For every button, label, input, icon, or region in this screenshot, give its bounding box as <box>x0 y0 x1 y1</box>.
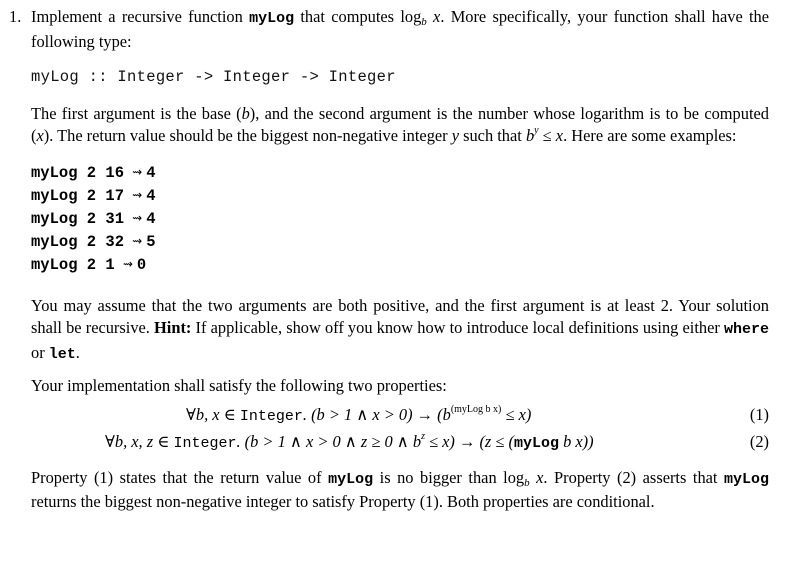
intro-paragraph <box>31 6 769 53</box>
type-signature-code: myLog :: Integer -> Integer -> Integer <box>31 68 396 86</box>
examples-block <box>31 160 769 275</box>
var-b-power: b <box>525 126 535 145</box>
item-body <box>31 6 769 514</box>
hint-label: Hint: <box>154 318 192 337</box>
var-b: b <box>241 103 250 123</box>
evaluates-to-icon: ⇝ <box>132 164 143 179</box>
eq1-quantifier: ∀b, x ∈ <box>186 404 240 424</box>
eq2-function-name: myLog <box>513 434 559 452</box>
assumptions-text-4: . <box>75 342 80 362</box>
example-call: myLog 2 16 <box>31 163 125 182</box>
example-result: 4 <box>146 186 156 205</box>
explain-log-base: b <box>524 476 530 489</box>
example-call: myLog 2 31 <box>31 209 125 228</box>
keyword-where: where <box>723 321 769 338</box>
equations-block <box>31 401 769 455</box>
eq2-rest: b x)) <box>558 431 594 451</box>
example-result: 4 <box>146 163 156 182</box>
explain-text-3: . Property (2) asserts that <box>543 467 724 487</box>
exercise-item <box>9 6 769 514</box>
log-base-subscript: b <box>421 16 427 28</box>
description-paragraph <box>31 103 769 148</box>
intro-text-2: that computes log <box>294 7 422 26</box>
exponent-y: y <box>534 125 539 136</box>
eq2-middle: ≤ x) → (z ≤ ( <box>424 431 514 451</box>
eq1-rest: ≤ x) <box>501 404 532 424</box>
item-number: 1. <box>9 7 22 26</box>
example-call: myLog 2 32 <box>31 232 125 251</box>
example-row <box>31 206 769 229</box>
explain-log-arg: x <box>529 467 544 487</box>
assumptions-paragraph <box>31 295 769 367</box>
example-row <box>31 183 769 206</box>
equation-2-number: (2) <box>749 431 769 451</box>
var-y: y <box>451 126 460 145</box>
example-row <box>31 229 769 252</box>
assumptions-text-1: You may assume that the two arguments are both positive, and the first argument is at least 2. Your solution shall be recursive. <box>31 295 769 337</box>
equation-1 <box>31 401 769 428</box>
assumptions-text-2: If applicable, show off you know how to introduce local definitions using either <box>191 318 724 337</box>
intro-text-3: . More specifically, your function shall have the following type: <box>31 7 770 51</box>
eq1-condition: . (b > 1 ∧ x > 0) → (b <box>302 404 451 424</box>
desc-text-3: ). The return value should be the biggest non-negative integer <box>43 126 452 145</box>
example-result: 4 <box>146 209 156 228</box>
example-row <box>31 160 769 183</box>
explain-function-name-1: myLog <box>328 470 374 488</box>
intro-text-1: Implement a recursive function <box>31 7 250 26</box>
explain-text-1: Property (1) states that the return value of <box>31 467 329 487</box>
desc-text-1: The first argument is the base ( <box>31 103 242 123</box>
function-name: myLog <box>249 10 295 27</box>
explain-text-4: returns the biggest non-negative integer to satisfy Property (1). Both properties are conditional. <box>31 492 655 511</box>
evaluates-to-icon: ⇝ <box>122 256 133 271</box>
example-result: 0 <box>136 255 147 274</box>
leq-symbol: ≤ <box>538 126 556 145</box>
example-call: myLog 2 17 <box>31 186 125 205</box>
properties-explanation <box>31 467 769 514</box>
desc-text-5: . Here are some examples: <box>563 126 737 145</box>
eq1-type: Integer <box>239 407 303 425</box>
eq2-exponent: z <box>421 430 425 442</box>
log-argument: x <box>426 7 441 26</box>
eq2-condition: . (b > 1 ∧ x > 0 ∧ z ≥ 0 ∧ b <box>236 431 422 451</box>
explain-text-2: is no bigger than log <box>373 467 525 487</box>
evaluates-to-icon: ⇝ <box>132 187 143 202</box>
type-signature <box>31 65 769 89</box>
desc-text-2: ), and the second argument is the number whose logarithm is to be computed ( <box>31 103 769 145</box>
eq1-exponent: (myLog b x) <box>450 403 502 415</box>
desc-text-4: such that <box>459 126 526 145</box>
keyword-let: let <box>48 345 76 363</box>
eq2-quantifier: ∀b, x, z ∈ <box>105 431 174 451</box>
example-call: myLog 2 1 <box>31 255 115 274</box>
eq2-type: Integer <box>173 434 237 452</box>
equation-2-content <box>105 428 594 457</box>
equation-2 <box>31 428 769 455</box>
equation-1-content <box>186 401 531 430</box>
example-row <box>31 252 769 275</box>
example-result: 5 <box>146 232 156 251</box>
equation-1-number: (1) <box>749 404 769 424</box>
properties-intro: Your implementation shall satisfy the following two properties: <box>31 376 447 395</box>
assumptions-text-3: or <box>31 342 49 362</box>
explain-function-name-2: myLog <box>724 470 770 488</box>
evaluates-to-icon: ⇝ <box>132 233 143 248</box>
var-x: x <box>36 126 44 145</box>
var-x-2: x <box>555 126 564 145</box>
evaluates-to-icon: ⇝ <box>132 210 143 225</box>
